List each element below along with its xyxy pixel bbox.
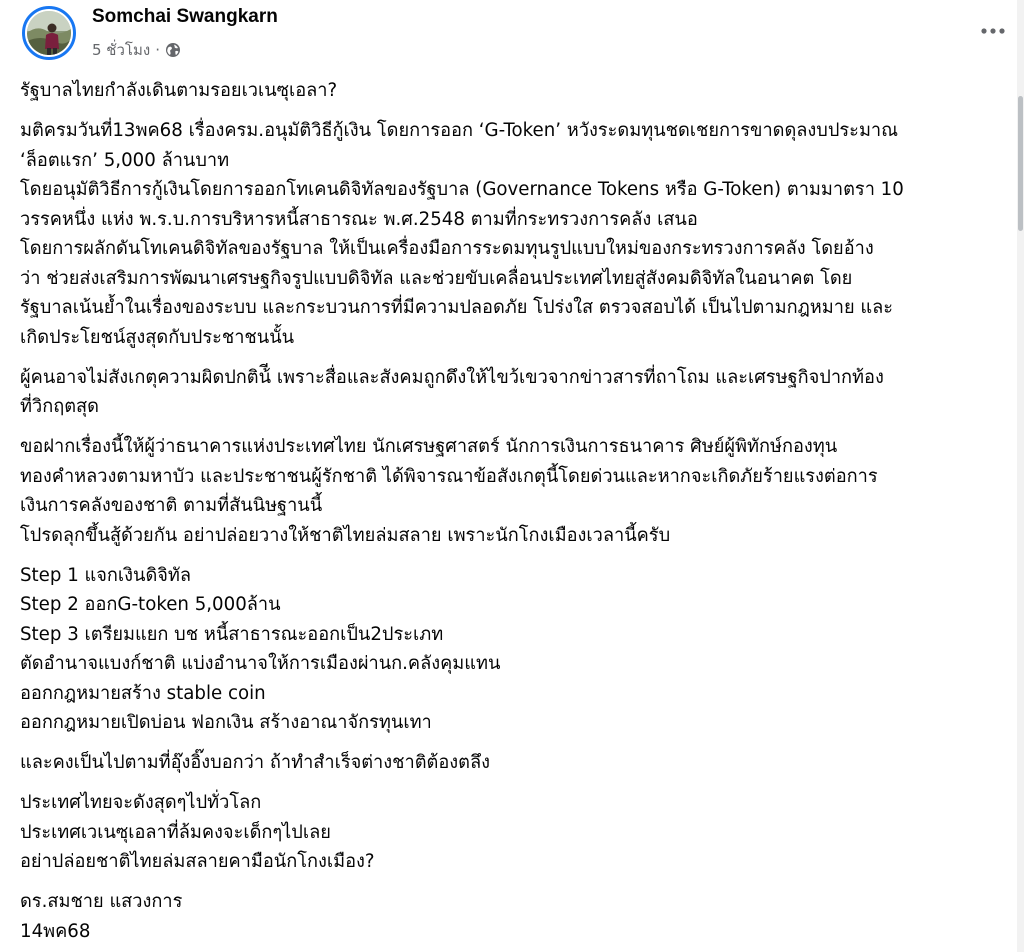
post-paragraph xyxy=(20,748,1016,778)
post-text-line: ตัดอำนาจแบงก์ชาติ แบ่งอำนาจให้การเมืองผ่านก.คลังคุมแทน xyxy=(20,653,501,674)
post-text-line: ‘ล็อตแรก’ 5,000 ล้านบาท xyxy=(20,149,230,171)
post-text-line: มติครมวันที่13พค68 เรื่องครม.อนุมัติวิธีกู้เงิน โดยการออก ‘G-Token’ หวังระดมทุนชดเชยการขาดดุลงบประมาณ xyxy=(20,120,899,141)
avatar[interactable] xyxy=(22,6,76,60)
post-paragraph xyxy=(20,76,1016,106)
post-text-line: รัฐบาลไทยกำลังเดินตามรอยเวเนซุเอลา? xyxy=(20,80,338,101)
post-text-line: ที่วิกฤตสุด xyxy=(20,396,99,417)
post-paragraph xyxy=(20,561,1016,738)
post-text-line: และคงเป็นไปตามที่อุ๊งอิ๊งบอกว่า ถ้าทำสำเร็จต่างชาติต้องตลึง xyxy=(20,752,490,773)
more-dots-icon xyxy=(980,27,1006,35)
post-text-line: ออกกฎหมายสร้าง stable coin xyxy=(20,682,266,704)
post-paragraph xyxy=(20,116,1016,352)
meta-separator: · xyxy=(155,41,160,59)
post-text-line: ออกกฎหมายเปิดบ่อน ฟอกเงิน สร้างอาณาจักรทุนเทา xyxy=(20,712,432,733)
post-text-line: รัฐบาลเน้นย้ำในเรื่องของระบบ และกระบวนการที่มีความปลอดภัย โปร่งใส ตรวจสอบได้ เป็นไปตามกฎหมาย และ xyxy=(20,297,894,318)
post-paragraph xyxy=(20,788,1016,877)
post-text-line: โปรดลุกขึ้นสู้ด้วยกัน อย่าปล่อยวางให้ชาติไทยล่มสลาย เพราะนักโกงเมืองเวลานี้ครับ xyxy=(20,524,671,546)
post-text-line: โดยการผลักดันโทเคนดิจิทัลของรัฐบาล ให้เป็นเครื่องมือการระดมทุนรูปแบบใหม่ของกระทรวงการคลัง โดยอ้าง xyxy=(20,238,874,259)
post-text-line: เงินการคลังของชาติ ตามที่สันนิษฐานนี้ xyxy=(20,495,323,516)
post-text-line: ดร.สมชาย แสวงการ xyxy=(20,891,183,912)
avatar-photo xyxy=(27,11,71,55)
scrollbar-thumb[interactable] xyxy=(1018,96,1023,231)
post-text-line: Step 3 เตรียมแยก บช หนี้สาธารณะออกเป็น2ประเภท xyxy=(20,623,444,645)
post-paragraph xyxy=(20,432,1016,550)
post-text-line: เกิดประโยชน์สูงสุดกับประชาชนนั้น xyxy=(20,326,295,348)
more-options-button[interactable] xyxy=(976,16,1010,46)
post-text-line: ประเทศไทยจะดังสุดๆไปทั่วโลก xyxy=(20,792,262,813)
post-text-line: ประเทศเวเนซุเอลาที่ล้มคงจะเด็กๆไปเลย xyxy=(20,821,331,843)
scrollbar[interactable] xyxy=(1017,0,1024,952)
post-text-line: ว่า ช่วยส่งเสริมการพัฒนาเศรษฐกิจรูปแบบดิจิทัล และช่วยขับเคลื่อนประเทศไทยสู่สังคมดิจิทัลในอนาคต โดย xyxy=(20,267,853,289)
post-text-line: โดยอนุมัติวิธีการกู้เงินโดยการออกโทเคนดิจิทัลของรัฐบาล (Governance Tokens หรือ G-Token) ตามมาตรา 10 xyxy=(20,179,904,200)
post-text-line: Step 1 แจกเงินดิจิทัล xyxy=(20,564,192,586)
post-header xyxy=(0,0,1024,70)
post-text-line: 14พค68 xyxy=(20,920,91,942)
author-name[interactable]: Somchai Swangkarn xyxy=(92,6,278,27)
post-text-line: ทองคำหลวงตามหาบัว และประชาชนผู้รักชาติ ได้พิจารณาข้อสังเกตุนี้โดยด่วนและหากจะเกิดภัยร้ายแรงต่อการ xyxy=(20,465,878,487)
post-paragraph xyxy=(20,363,1016,422)
post-meta xyxy=(92,38,181,62)
post-time[interactable]: 5 ชั่วโมง xyxy=(92,41,151,59)
post-text-line: Step 2 ออกG-token 5,000ล้าน xyxy=(20,594,281,615)
post-text-line: ขอฝากเรื่องนี้ให้ผู้ว่าธนาคารแห่งประเทศไทย นักเศรษฐศาสตร์ นักการเงินการธนาคาร ศิษย์ผู้พิทักษ์กองทุน xyxy=(20,436,838,457)
post-paragraph xyxy=(20,887,1016,946)
globe-icon[interactable] xyxy=(165,42,181,58)
post-text-line: วรรคหนึ่ง แห่ง พ.ร.บ.การบริหารหนี้สาธารณะ พ.ศ.2548 ตามที่กระทรวงการคลัง เสนอ xyxy=(20,208,698,230)
post-body xyxy=(20,76,1016,952)
post-text-line: อย่าปล่อยชาติไทยล่มสลายคามือนักโกงเมือง? xyxy=(20,851,375,872)
post-text-line: ผู้คนอาจไม่สังเกตุความผิดปกติน้ี เพราะสื่อและสังคมถูกดึงให้ไขว้เขวจากข่าวสารที่ถาโถม และเศรษฐกิจปากท้อง xyxy=(20,366,884,388)
